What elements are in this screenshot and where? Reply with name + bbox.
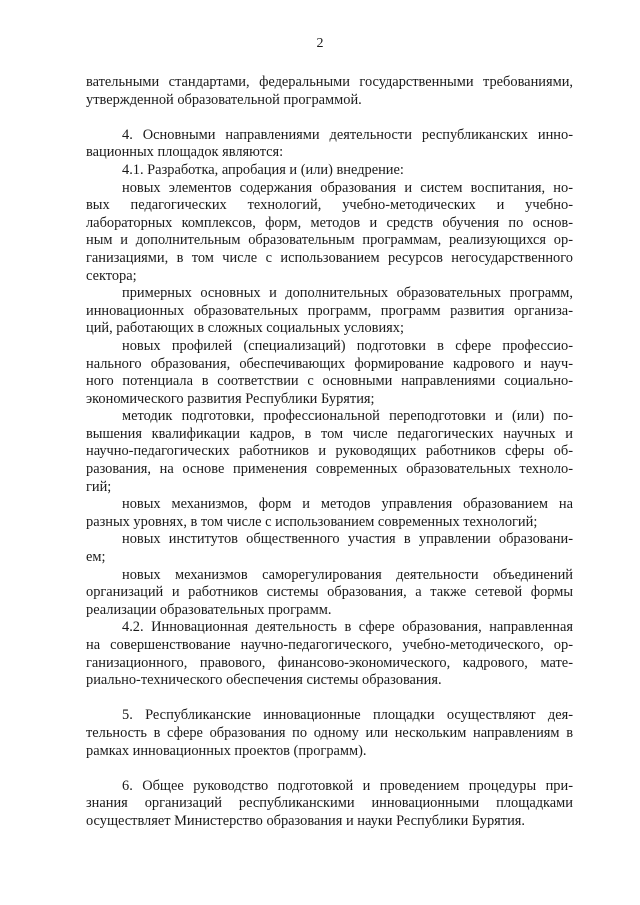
paragraph bbox=[86, 778, 573, 831]
text-line: разных уровнях, в том числе с использованием современных технологий; bbox=[86, 513, 538, 530]
text-line: вых педагогических технологий, учебно-методических и учебно- bbox=[86, 197, 573, 214]
paragraph bbox=[86, 285, 573, 338]
text-line: на совершенствование научно-педагогического, учебно-методического, ор- bbox=[86, 637, 573, 653]
text-line: методик подготовки, профессиональной переподготовки и (или) по- bbox=[122, 408, 573, 425]
text-line: 4.2. Инновационная деятельность в сфере образования, направленная bbox=[122, 619, 573, 636]
text-line: примерных основных и дополнительных образовательных программ, bbox=[122, 285, 573, 302]
text-line: ций, работающих в сложных социальных условиях; bbox=[86, 320, 404, 337]
text-line: ганизационного, правового, финансово-экономического, кадрового, мате- bbox=[86, 654, 573, 671]
paragraph-spacer bbox=[86, 109, 573, 127]
text-line: 6. Общее руководство подготовкой и проведением процедуры при- bbox=[122, 777, 573, 794]
text-line: ем; bbox=[86, 549, 106, 566]
text-line: вательными стандартами, федеральными государственными требованиями, bbox=[86, 74, 573, 90]
text-line: гий; bbox=[86, 478, 112, 495]
paragraph bbox=[86, 180, 573, 286]
paragraph bbox=[86, 496, 573, 531]
text-line: риально-технического обеспечения системы образования. bbox=[86, 672, 442, 689]
document-body bbox=[86, 74, 573, 831]
text-line: новых профилей (специализаций) подготовки в сфере профессио- bbox=[122, 337, 573, 354]
text-line: новых механизмов, форм и методов управления образованием на bbox=[122, 496, 573, 513]
text-line: нального образования, обеспечивающих формирование кадрового и науч- bbox=[86, 355, 573, 372]
paragraph bbox=[86, 338, 573, 408]
text-line: научно-педагогических работников и руководящих работников сферы об- bbox=[86, 443, 573, 460]
text-line: сектора; bbox=[86, 267, 137, 284]
text-line: новых механизмов саморегулирования деятельности объединений bbox=[122, 566, 573, 583]
text-line: инновационных образовательных программ, программ развития организа- bbox=[86, 302, 573, 319]
page-number: 2 bbox=[316, 36, 324, 51]
paragraph bbox=[86, 162, 573, 180]
text-line: 5. Республиканские инновационные площадки осуществляют дея- bbox=[122, 707, 573, 724]
paragraph bbox=[86, 619, 573, 689]
text-line: вышения квалификации кадров, в том числе педагогических научных и bbox=[86, 425, 573, 442]
paragraph bbox=[86, 707, 573, 760]
text-line: осуществляет Министерство образования и науки Республики Бурятия. bbox=[86, 812, 526, 829]
text-line: новых элементов содержания образования и систем воспитания, но- bbox=[122, 179, 573, 196]
paragraph bbox=[86, 127, 573, 162]
text-line: утвержденной образовательной программой. bbox=[86, 91, 362, 108]
text-line: рамках инновационных проектов (программ). bbox=[86, 742, 367, 759]
paragraph bbox=[86, 567, 573, 620]
paragraph-spacer bbox=[86, 690, 573, 708]
text-line: лабораторных комплексов, форм, методов и средств обучения по основ- bbox=[86, 214, 573, 231]
text-line: разования, на основе применения современных образовательных техноло- bbox=[86, 461, 573, 478]
text-line: 4. Основными направлениями деятельности республиканских инно- bbox=[122, 126, 573, 143]
text-line: новых институтов общественного участия в управлении образовани- bbox=[122, 531, 573, 548]
text-line: знания организаций республиканскими инновационными площадками bbox=[86, 795, 573, 812]
paragraph bbox=[86, 531, 573, 566]
text-line: ного потенциала в соответствии с основными направлениями социально- bbox=[86, 373, 573, 390]
text-line: ганизациями, в том числе с использованием ресурсов негосударственного bbox=[86, 249, 573, 266]
paragraph bbox=[86, 74, 573, 109]
text-line: организаций и работников системы образования, а также сетевой формы bbox=[86, 584, 573, 601]
text-line: реализации образовательных программ. bbox=[86, 601, 332, 618]
text-line: тельность в сфере образования по одному или нескольким направлениям в bbox=[86, 724, 573, 741]
text-line: вационных площадок являются: bbox=[86, 144, 284, 161]
paragraph-spacer bbox=[86, 760, 573, 778]
text-line: ным и дополнительным образовательным программам, реализующихся ор- bbox=[86, 232, 573, 249]
text-line: экономического развития Республики Бурятия; bbox=[86, 390, 375, 407]
paragraph bbox=[86, 408, 573, 496]
text-line: 4.1. Разработка, апробация и (или) внедрение: bbox=[122, 161, 404, 178]
